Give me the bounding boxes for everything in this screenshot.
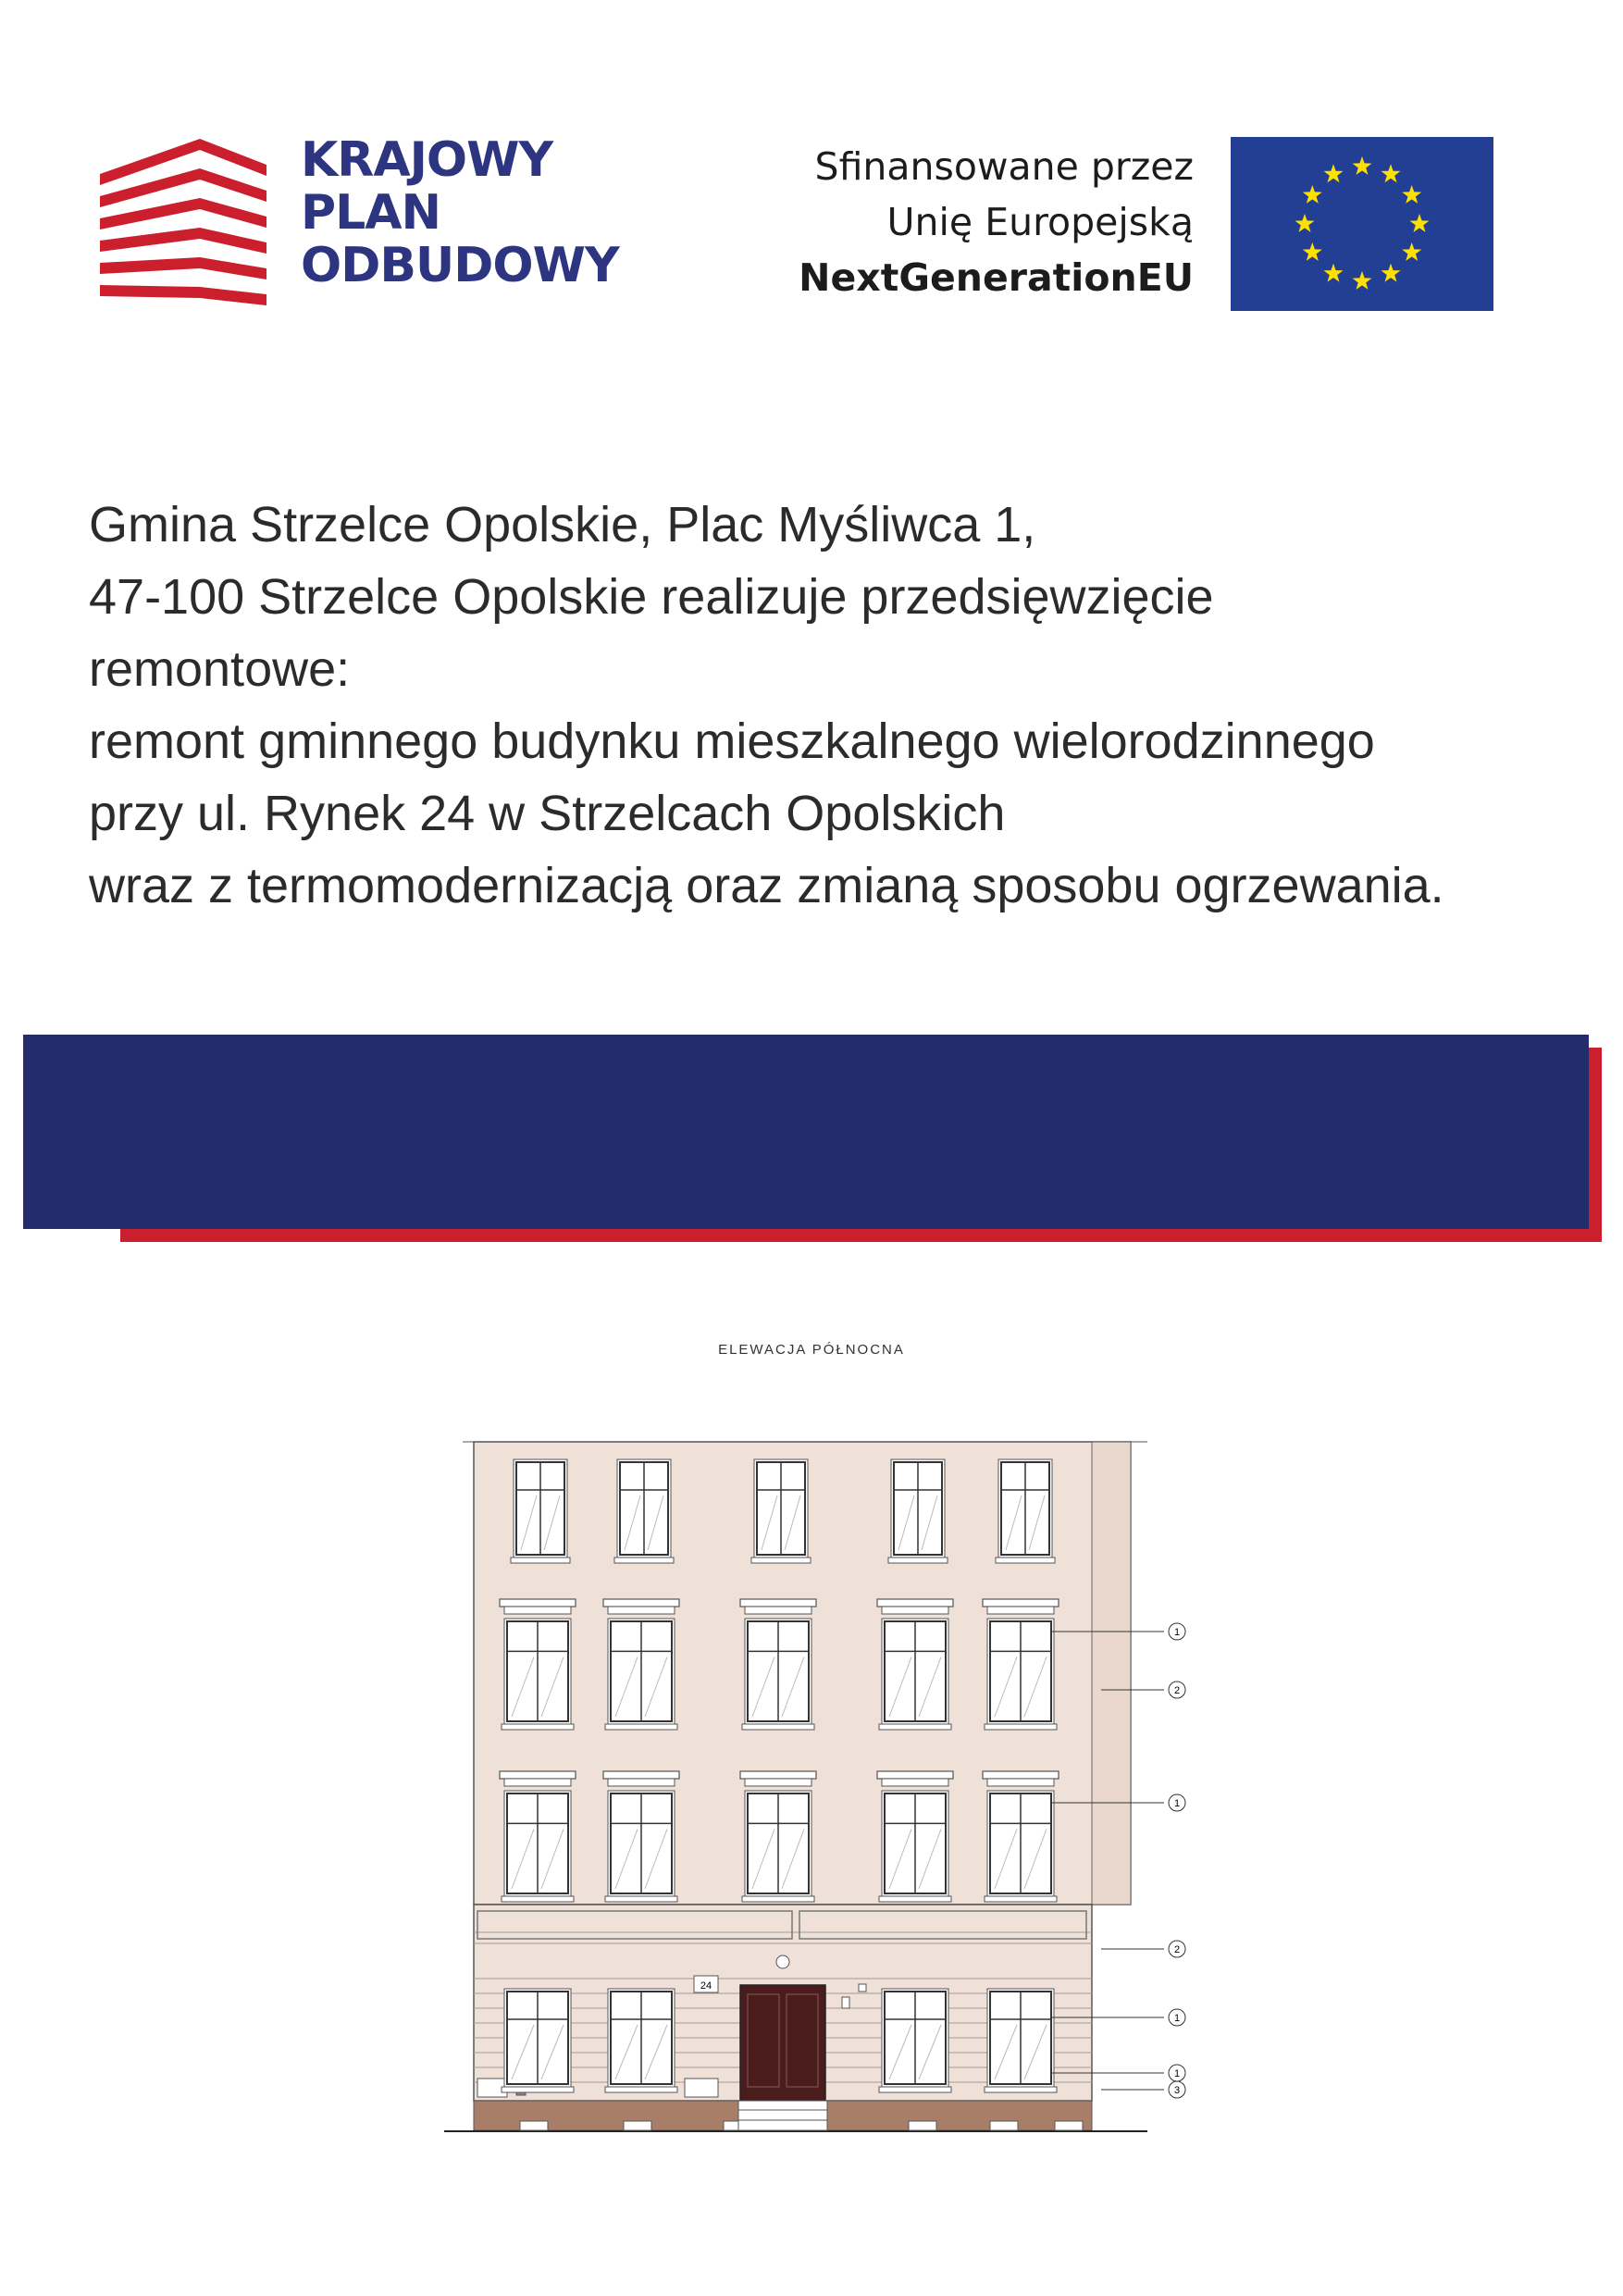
eu-flag [1231,137,1493,311]
eu-line-nextgen: NextGenerationEU [799,255,1194,300]
kpo-line: KRAJOWY [301,132,553,188]
elevation-title: ELEWACJA PÓŁNOCNA [718,1342,905,1358]
description-line: przy ul. Rynek 24 w Strzelcach Opolskich [89,786,1006,841]
eu-funding-text [722,139,1194,305]
svg-text:1: 1 [1173,2013,1181,2024]
description-line: remont gminnego budynku mieszkalnego wielorodzinnego [89,714,1375,769]
window [996,1459,1055,1563]
description-line: remontowe: [89,641,351,697]
window [603,1599,679,1730]
window [985,1989,1057,2092]
window [603,1771,679,1902]
svg-text:1: 1 [1173,1627,1181,1638]
svg-text:2: 2 [1173,1944,1181,1955]
svg-text:2: 2 [1173,1685,1181,1696]
kpo-line: ODBUDOWY [301,238,619,293]
window [502,1989,574,2092]
kpo-line: PLAN [301,185,441,241]
kpo-logo-mark [100,139,266,311]
window [500,1599,576,1730]
window [751,1459,811,1563]
banner [23,1035,1589,1229]
window [500,1771,576,1902]
window [614,1459,674,1563]
building-elevation-drawing [435,1425,1181,2142]
callout-marker [1101,1941,1185,1957]
eu-line: Unię Europejską [886,200,1194,244]
window [877,1599,953,1730]
project-description [89,489,1606,922]
svg-text:3: 3 [1173,2085,1181,2096]
window [740,1599,816,1730]
window [511,1459,570,1563]
svg-text:1: 1 [1173,1798,1181,1809]
house-number-sign: 24 [700,1980,712,1992]
window [983,1771,1059,1902]
eu-line: Sfinansowane przez [814,144,1194,189]
window [888,1459,948,1563]
callout-marker [1101,2081,1185,2098]
window [879,1989,951,2092]
svg-text:1: 1 [1173,2068,1181,2079]
description-line: 47-100 Strzelce Opolskie realizuje przedsięwzięcie [89,569,1214,625]
description-line: Gmina Strzelce Opolskie, Plac Myśliwca 1, [89,497,1036,552]
window [605,1989,677,2092]
description-line: wraz z termomodernizacją oraz zmianą sposobu ogrzewania. [89,858,1444,913]
window [740,1771,816,1902]
window [877,1771,953,1902]
window [983,1599,1059,1730]
kpo-logo-text [301,134,619,292]
